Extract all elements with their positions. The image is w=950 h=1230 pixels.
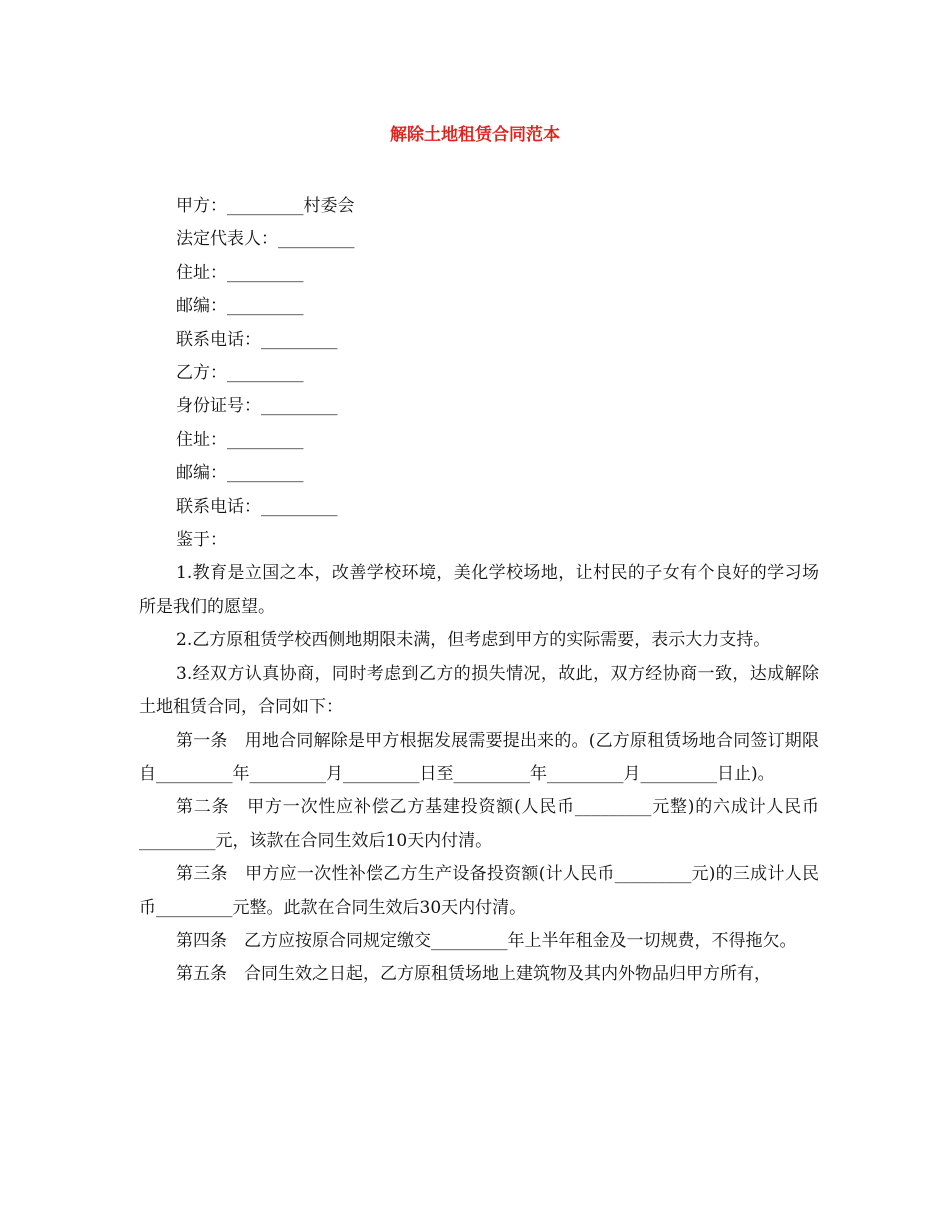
whereas-heading: 鉴于： bbox=[176, 530, 227, 551]
article-3: 第三条 甲方应一次性补偿乙方生产设备投资额(计人民币_________元)的三成计人民币_________元整。此款在合同生效后30天内付清。 bbox=[139, 864, 819, 918]
party-a-address-line: 住址：_________ bbox=[176, 262, 304, 283]
party-a-phone-line: 联系电话：_________ bbox=[176, 329, 338, 350]
party-b-line: 乙方：_________ bbox=[176, 363, 304, 384]
article-4: 第四条 乙方应按原合同规定缴交_________年上半年租金及一切规费，不得拖欠。 bbox=[176, 930, 797, 951]
article-2: 第二条 甲方一次性应补偿乙方基建投资额(人民币_________元整)的六成计人民币_________元，该款在合同生效后10天内付清。 bbox=[139, 797, 819, 851]
party-b-address-line: 住址：_________ bbox=[176, 429, 304, 450]
party-b-id-line: 身份证号：_________ bbox=[176, 396, 338, 417]
party-a-legal-rep-line: 法定代表人：_________ bbox=[176, 229, 355, 250]
article-5: 第五条 合同生效之日起，乙方原租赁场地上建筑物及其内外物品归甲方所有， bbox=[176, 964, 771, 985]
article-1: 第一条 用地合同解除是甲方根据发展需要提出来的。(乙方原租赁场地合同签订期限自_________年_________月_________日至_________年_________月_________日止)。 bbox=[139, 730, 819, 784]
recital-3: 3.经双方认真协商，同时考虑到乙方的损失情况，故此，双方经协商一致，达成解除土地租赁合同，合同如下： bbox=[139, 663, 819, 718]
party-a-line: 甲方：_________村委会 bbox=[176, 196, 355, 216]
document-title: 解除土地租赁合同范本 bbox=[390, 125, 560, 145]
party-a-postcode-line: 邮编：_________ bbox=[176, 296, 304, 317]
document-body bbox=[139, 190, 819, 992]
party-b-phone-line: 联系电话：_________ bbox=[176, 496, 338, 517]
recital-2: 2.乙方原租赁学校西侧地期限未满，但考虑到甲方的实际需要，表示大力支持。 bbox=[176, 630, 771, 651]
recital-1: 1.教育是立国之本，改善学校环境，美化学校场地，让村民的子女有个良好的学习场所是我们的愿望。 bbox=[139, 563, 819, 617]
party-b-postcode-line: 邮编：_________ bbox=[176, 463, 304, 484]
